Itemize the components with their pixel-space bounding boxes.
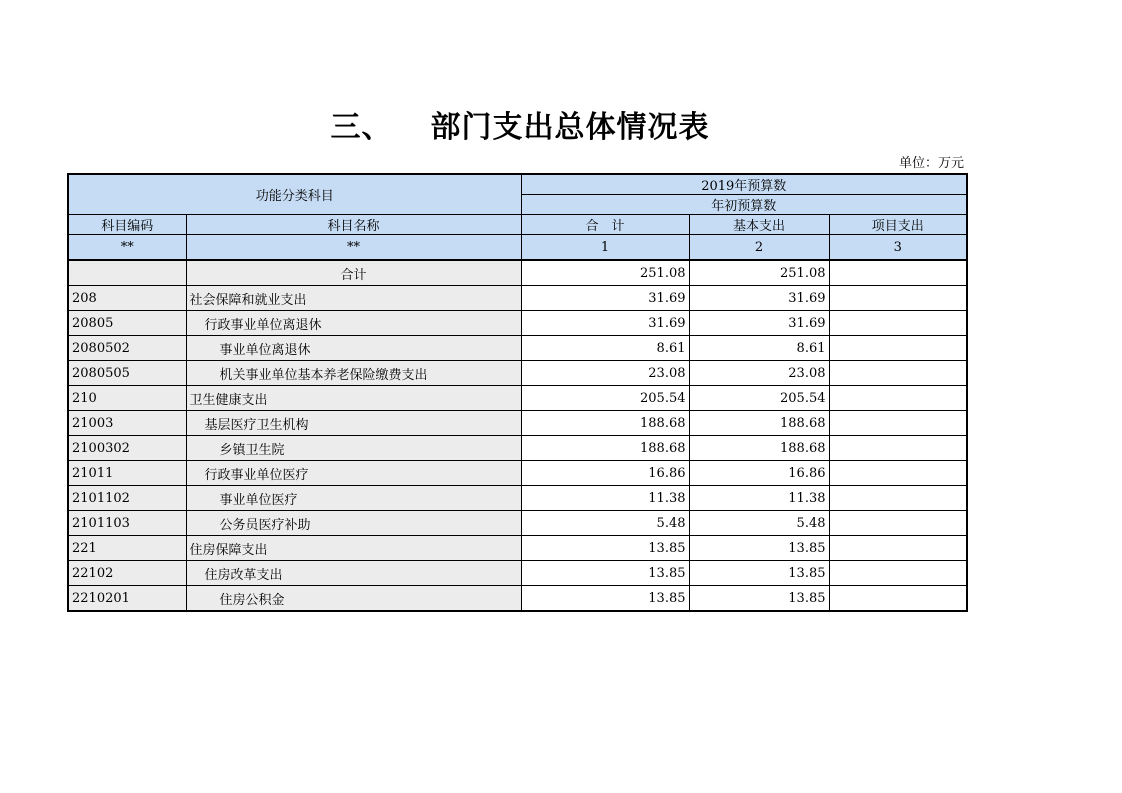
row-code: 210	[68, 386, 186, 411]
row-basic: 13.85	[689, 586, 829, 612]
row-name: 社会保障和就业支出	[186, 286, 521, 311]
row-total: 11.38	[521, 486, 689, 511]
row-project	[829, 436, 967, 461]
row-basic: 188.68	[689, 436, 829, 461]
row-total: 31.69	[521, 286, 689, 311]
row-code: 22102	[68, 561, 186, 586]
row-code: 21011	[68, 461, 186, 486]
row-code: 221	[68, 536, 186, 561]
row-project	[829, 336, 967, 361]
header-total-col: 合 计	[521, 215, 689, 235]
header-project-col: 项目支出	[829, 215, 967, 235]
row-basic: 251.08	[689, 260, 829, 286]
row-basic: 8.61	[689, 336, 829, 361]
header-initial-budget: 年初预算数	[521, 195, 967, 215]
row-name: 住房保障支出	[186, 536, 521, 561]
table-row	[68, 336, 967, 361]
row-basic: 23.08	[689, 361, 829, 386]
row-project	[829, 561, 967, 586]
header-idx-total: 1	[521, 235, 689, 261]
unit-label: 单位：万元	[898, 156, 964, 171]
table-row	[68, 536, 967, 561]
row-project	[829, 511, 967, 536]
row-project	[829, 361, 967, 386]
row-project	[829, 386, 967, 411]
row-name: 行政事业单位离退休	[186, 311, 521, 336]
row-code: 20805	[68, 311, 186, 336]
row-name: 合计	[186, 260, 521, 286]
row-name: 住房改革支出	[186, 561, 521, 586]
row-name: 机关事业单位基本养老保险缴费支出	[186, 361, 521, 386]
row-basic: 31.69	[689, 311, 829, 336]
row-code: 2080505	[68, 361, 186, 386]
row-basic: 11.38	[689, 486, 829, 511]
row-name: 事业单位离退休	[186, 336, 521, 361]
table-row	[68, 260, 967, 286]
row-total: 188.68	[521, 411, 689, 436]
row-project	[829, 311, 967, 336]
header-year-budget: 2019年预算数	[521, 174, 967, 195]
row-project	[829, 536, 967, 561]
row-basic: 5.48	[689, 511, 829, 536]
row-project	[829, 461, 967, 486]
row-total: 23.08	[521, 361, 689, 386]
row-total: 8.61	[521, 336, 689, 361]
table-row	[68, 286, 967, 311]
row-project	[829, 286, 967, 311]
table-row	[68, 361, 967, 386]
title-number: 三、	[330, 110, 393, 145]
table-row	[68, 511, 967, 536]
row-code: 21003	[68, 411, 186, 436]
header-row-4	[68, 235, 967, 261]
row-total: 205.54	[521, 386, 689, 411]
row-code: 2210201	[68, 586, 186, 612]
row-name: 住房公积金	[186, 586, 521, 612]
row-total: 188.68	[521, 436, 689, 461]
table-row	[68, 436, 967, 461]
row-total: 13.85	[521, 536, 689, 561]
header-name-marker: **	[186, 235, 521, 261]
row-code: 208	[68, 286, 186, 311]
table-row	[68, 386, 967, 411]
row-total: 13.85	[521, 561, 689, 586]
row-basic: 13.85	[689, 561, 829, 586]
row-total: 251.08	[521, 260, 689, 286]
row-basic: 205.54	[689, 386, 829, 411]
budget-table	[67, 173, 968, 612]
header-code-marker: **	[68, 235, 186, 261]
row-project	[829, 411, 967, 436]
row-code: 2080502	[68, 336, 186, 361]
table-row	[68, 411, 967, 436]
row-basic: 31.69	[689, 286, 829, 311]
table-row	[68, 311, 967, 336]
title-text: 部门支出总体情况表	[430, 110, 710, 145]
header-name-col: 科目名称	[186, 215, 521, 235]
row-total: 31.69	[521, 311, 689, 336]
row-name: 卫生健康支出	[186, 386, 521, 411]
header-idx-project: 3	[829, 235, 967, 261]
row-basic: 16.86	[689, 461, 829, 486]
row-basic: 13.85	[689, 536, 829, 561]
row-code	[68, 260, 186, 286]
row-name: 基层医疗卫生机构	[186, 411, 521, 436]
row-code: 2100302	[68, 436, 186, 461]
table-row	[68, 561, 967, 586]
table-row	[68, 461, 967, 486]
header-row-1	[68, 174, 967, 195]
row-name: 事业单位医疗	[186, 486, 521, 511]
table-row	[68, 486, 967, 511]
row-name: 行政事业单位医疗	[186, 461, 521, 486]
row-project	[829, 260, 967, 286]
row-total: 5.48	[521, 511, 689, 536]
row-total: 16.86	[521, 461, 689, 486]
row-basic: 188.68	[689, 411, 829, 436]
row-code: 2101102	[68, 486, 186, 511]
row-name: 乡镇卫生院	[186, 436, 521, 461]
row-project	[829, 486, 967, 511]
page-title	[0, 102, 1040, 146]
table-row	[68, 586, 967, 612]
header-row-3	[68, 215, 967, 235]
header-code-col: 科目编码	[68, 215, 186, 235]
row-project	[829, 586, 967, 612]
header-category: 功能分类科目	[68, 174, 521, 215]
row-total: 13.85	[521, 586, 689, 612]
row-name: 公务员医疗补助	[186, 511, 521, 536]
header-idx-basic: 2	[689, 235, 829, 261]
header-basic-col: 基本支出	[689, 215, 829, 235]
row-code: 2101103	[68, 511, 186, 536]
